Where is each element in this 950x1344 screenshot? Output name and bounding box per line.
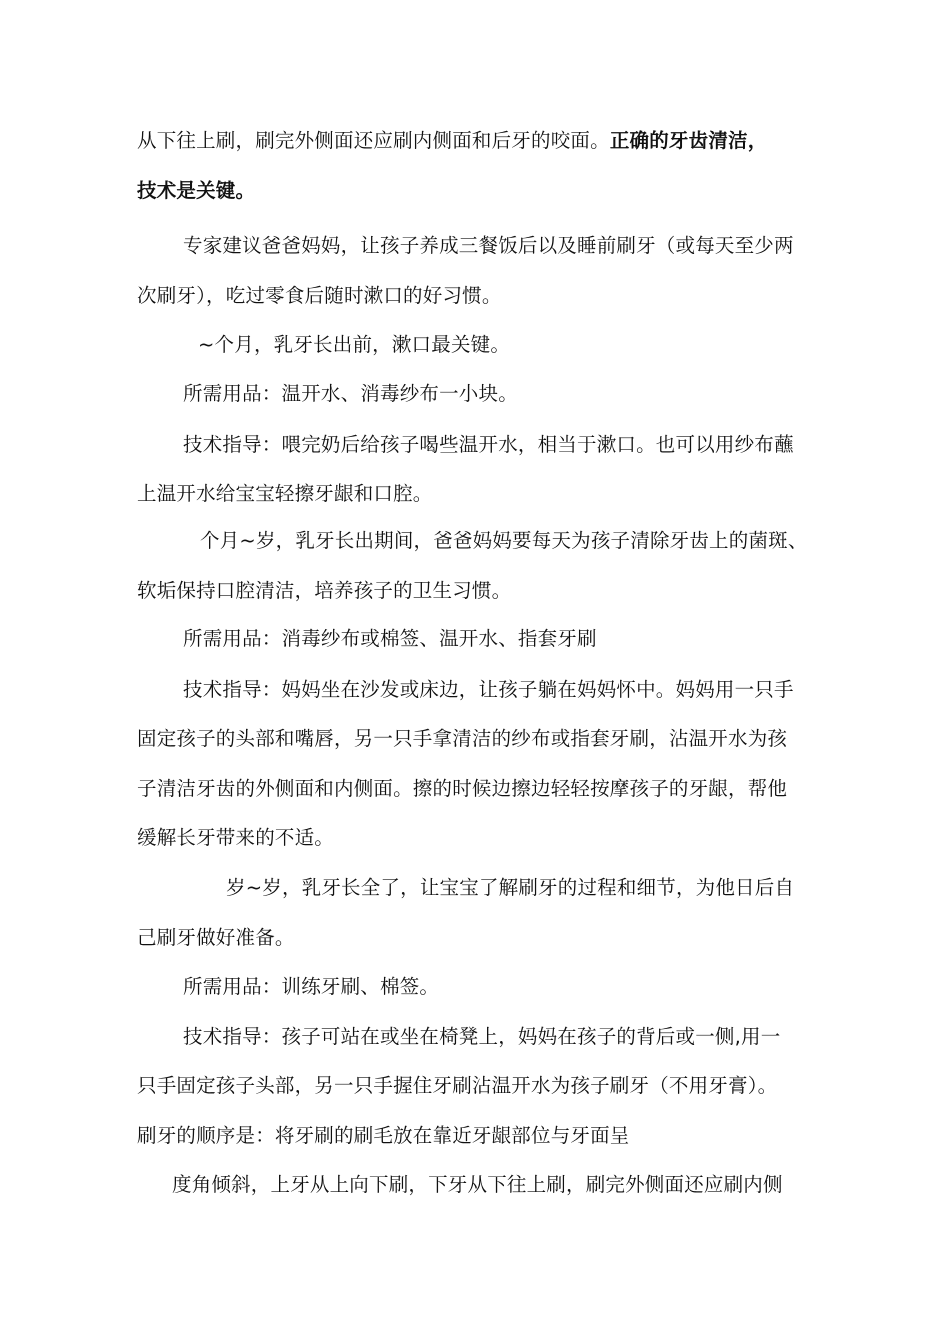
text-line: 己刷牙做好准备。 — [137, 926, 295, 949]
section-heading: 岁~岁，乳牙长全了，让宝宝了解刷牙的过程和细节，为他日后自 — [226, 876, 795, 899]
text-line: 所需用品：训练牙刷、棉签。 — [183, 975, 440, 998]
text-line: 只手固定孩子头部，另一只手握住牙刷沾温开水为孩子刷牙（不用牙膏）。 — [137, 1074, 778, 1097]
text-line: 所需用品：温开水、消毒纱布一小块。 — [183, 382, 518, 405]
text-line: 子清洁牙齿的外侧面和内侧面。擦的时候边擦边轻轻按摩孩子的牙龈，帮他 — [137, 777, 788, 800]
text-line: 所需用品：消毒纱布或棉签、温开水、指套牙刷 — [183, 627, 597, 650]
text-line: 刷牙的顺序是：将牙刷的刷毛放在靠近牙龈部位与牙面呈 — [137, 1124, 630, 1147]
text-line: 缓解长牙带来的不适。 — [137, 826, 335, 849]
text-line: 技术指导：喂完奶后给孩子喝些温开水，相当于漱口。也可以用纱布蘸 — [183, 433, 794, 456]
text-line: 技术指导：孩子可站在或坐在椅凳上，妈妈在孩子的背后或一侧,用一 — [183, 1025, 781, 1048]
section-heading: ~个月，乳牙长出前，漱口最关键。 — [198, 333, 511, 356]
text-line: 技术是关键。 — [137, 179, 256, 202]
text-line: 次刷牙），吃过零食后随时漱口的好习惯。 — [137, 284, 502, 307]
text-line: 从下往上刷，刷完外侧面还应刷内侧面和后牙的咬面。正确的牙齿清洁， — [137, 129, 768, 152]
text-line: 上温开水给宝宝轻擦牙龈和口腔。 — [137, 482, 433, 505]
section-heading: 个月~岁，乳牙长出期间，爸爸妈妈要每天为孩子清除牙齿上的菌斑、 — [200, 529, 808, 552]
text-line: 专家建议爸爸妈妈，让孩子养成三餐饭后以及睡前刷牙（或每天至少两 — [183, 234, 794, 257]
text-line: 度角倾斜，上牙从上向下刷，下牙从下往上刷，刷完外侧面还应刷内侧 — [172, 1173, 783, 1196]
emphasis-text: 正确的牙齿清洁， — [609, 129, 768, 152]
text-line: 固定孩子的头部和嘴唇，另一只手拿清洁的纱布或指套牙刷，沾温开水为孩 — [137, 727, 788, 750]
text-line: 软垢保持口腔清洁，培养孩子的卫生习惯。 — [137, 579, 512, 602]
text-line: 技术指导：妈妈坐在沙发或床边，让孩子躺在妈妈怀中。妈妈用一只手 — [183, 678, 794, 701]
